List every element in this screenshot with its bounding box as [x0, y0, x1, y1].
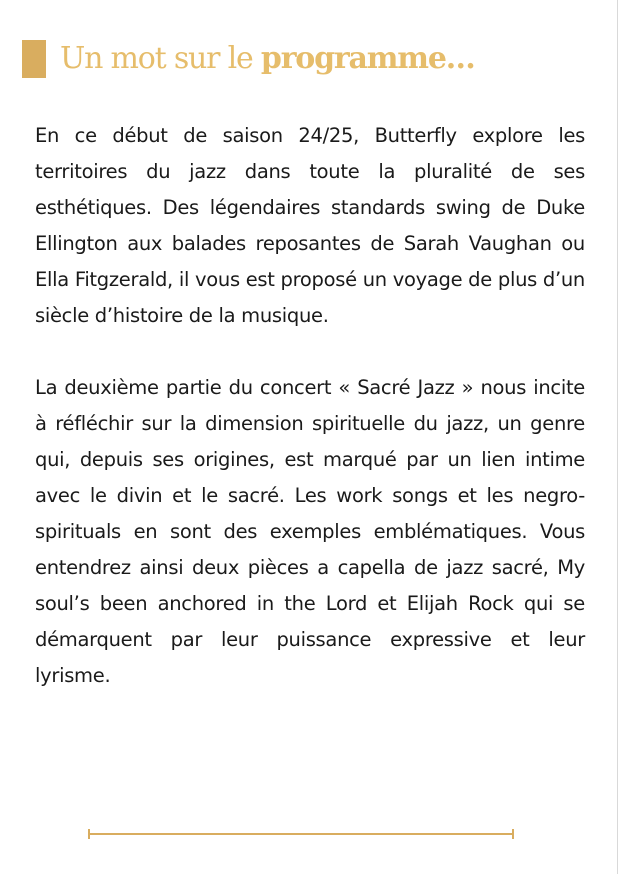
article-body [35, 118, 585, 694]
section-header [22, 38, 475, 80]
divider-line [88, 833, 514, 835]
page-edge-rule [617, 0, 618, 874]
section-title-bold: programme… [260, 41, 475, 76]
paragraph-sacred-jazz: La deuxième partie du concert « Sacré Jazz » nous incite à réfléchir sur la dimension spirituelle du jazz, un genre qui, depuis ses origines, est marqué par un lien intime avec le divin et le sacré. Les work songs et les negro-spirituals en sont des exemples emblématiques. Vous entendrez ainsi deux pièces a capella de jazz sacré, My soul’s been anchored in the Lord et Elijah Rock qui se démarquent par leur puissance expressive et leur lyrisme. [35, 376, 585, 687]
divider-cap-left [88, 829, 90, 839]
divider-cap-right [512, 829, 514, 839]
section-title-normal: Un mot sur le [60, 41, 261, 76]
bottom-divider [88, 829, 514, 839]
section-title [60, 38, 475, 80]
header-accent-square [22, 40, 46, 78]
paragraph-intro: En ce début de saison 24/25, Butterfly explore les territoires du jazz dans toute la pluralité de ses esthétiques. Des légendaires standards swing de Duke Ellington aux balades reposantes de Sarah Vaughan ou Ella Fitgzerald, il vous est proposé un voyage de plus d’un siècle d’histoire de la musique. [35, 124, 585, 327]
